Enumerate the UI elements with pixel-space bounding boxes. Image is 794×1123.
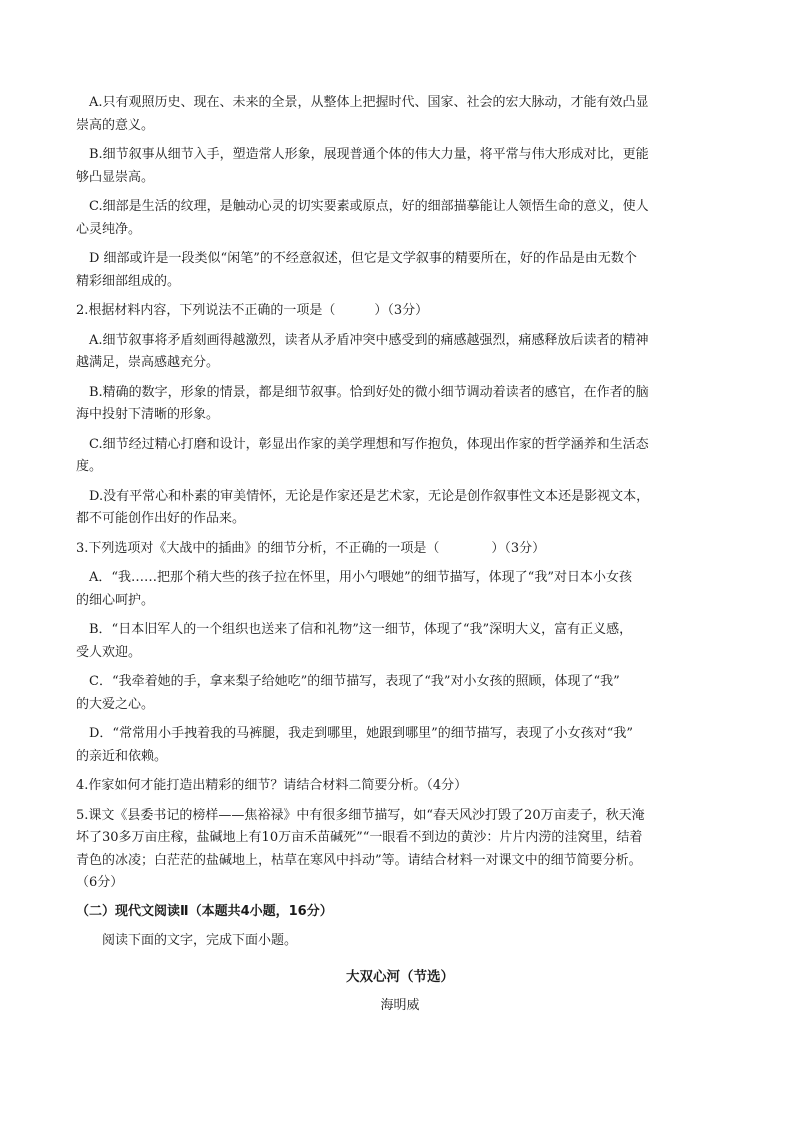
q1-option-b-line1: B.细节叙事从细节入手，塑造常人形象，展现普通个体的伟大力量，将平常与伟大形成对比，更能: [89, 147, 649, 162]
q5-line1: 5.课文《县委书记的榜样——焦裕禄》中有很多细节描写，如“春天风沙打毁了20万亩麦子，秋天淹: [76, 807, 645, 823]
q3-stem: 3.下列选项对《大战中的插曲》的细节分析，不正确的一项是（ ）（3分）: [76, 540, 546, 556]
q2-option-a-line1: A.细节叙事将矛盾刻画得越激烈，读者从矛盾冲突中感受到的痛感越强烈，痛感释放后读者的精神: [89, 332, 649, 348]
q3-option-b: [76, 619, 724, 664]
q1-option-c-line1: C.细部是生活的纹理，是触动心灵的切实要素或原点，好的细部描摹能让人领悟生命的意义，使人: [89, 199, 649, 214]
section-heading: （二）现代文阅读Ⅱ（本题共4小题，16分）: [76, 903, 333, 919]
q2-stem: 2.根据材料内容，下列说法不正确的一项是（ ）（3分）: [76, 303, 429, 318]
q3-option-b-line2: 受人欢迎。: [76, 644, 142, 660]
q1-option-a-line2: 崇高的意义。: [76, 117, 155, 133]
q2-option-a-line2: 越满足，崇高感越充分。: [76, 355, 220, 370]
q3-option-a-line1: A．“我……把那个稍大些的孩子拉在怀里，用小勺喂她”的细节描写，体现了“我”对日本小女孩: [89, 570, 632, 585]
q5-line3: 青色的冰凌；白茫茫的盐碱地上，枯草在寒风中抖动”等。请结合材料一对课文中的细节简要分析。: [76, 852, 642, 868]
q5-line2: 坏了30多万亩庄稼，盐碱地上有10万亩禾苗碱死”“一眼看不到边的黄沙：片片内涝的洼窝里，结着: [76, 830, 643, 845]
q3-option-b-line1: B．“日本旧军人的一个组织也送来了信和礼物”这一细节，体现了“我”深明大义，富有正义感，: [89, 622, 633, 637]
q3-option-a-line2: 的细心呵护。: [76, 592, 155, 608]
q2-option-b-line1: B.精确的数字，形象的情景，都是细节叙事。恰到好处的微小细节调动着读者的感官，在作者的脑: [89, 384, 649, 400]
q1-option-b-line2: 够凸显崇高。: [76, 169, 155, 185]
q3-option-c: [76, 671, 724, 716]
q3-option-a: [76, 567, 724, 612]
q5-line4: （6分）: [76, 875, 124, 890]
q1-option-c: [76, 196, 724, 241]
q3-option-c-line1: C．“我牵着她的手，拿来梨子给她吃”的细节描写，表现了“我”对小女孩的照顾，体现了“我”: [89, 674, 620, 689]
q2-option-d: [76, 486, 724, 531]
q1-option-d: [76, 248, 724, 293]
q2-option-b-line2: 海中投射下清晰的形象。: [76, 407, 220, 422]
q4-stem: 4.作家如何才能打造出精彩的细节？请结合材料二简要分析。（4分）: [76, 778, 468, 793]
q1-option-d-line2: 精彩细部组成的。: [76, 273, 181, 289]
q2-option-a: [76, 330, 724, 375]
q2-option-c-line2: 度。: [76, 459, 103, 474]
q2-option-d-line2: 都不可能创作出好的作品来。: [76, 511, 246, 526]
q1-option-b: [76, 144, 724, 189]
q2-option-d-line1: D.没有平常心和朴素的审美情怀，无论是作家还是艺术家，无论是创作叙事性文本还是影视文本，: [89, 488, 650, 504]
q2-option-c-line1: C.细节经过精心打磨和设计，彰显出作家的美学理想和写作抱负，体现出作家的哲学涵养和生活态: [89, 436, 649, 452]
passage-title: 大双心河（节选）: [346, 969, 454, 985]
q3-option-d-line2: 的亲近和依赖。: [76, 748, 168, 764]
q2-option-b: [76, 382, 724, 427]
passage-author: 海明威: [380, 998, 420, 1013]
reading-instruction: 阅读下面的文字，完成下面小题。: [102, 932, 298, 948]
q3-option-d: [76, 723, 724, 768]
q1-option-a: [76, 92, 724, 137]
q2-option-c: [76, 434, 724, 479]
q3-option-d-line1: D．“常常用小手拽着我的马裤腿，我走到哪里，她跟到哪里”的细节描写，表现了小女孩对“我”: [89, 726, 634, 741]
q5-stem: [76, 805, 724, 895]
q1-option-a-line1: A.只有观照历史、现在、未来的全景，从整体上把握时代、国家、社会的宏大脉动，才能有效凸显: [89, 95, 649, 110]
q1-option-d-line1: D 细部或许是一段类似“闲笔”的不经意叙述，但它是文学叙事的精要所在，好的作品是由无数个: [89, 251, 637, 266]
q3-option-c-line2: 的大爱之心。: [76, 696, 155, 712]
q1-option-c-line2: 心灵纯净。: [76, 221, 142, 237]
